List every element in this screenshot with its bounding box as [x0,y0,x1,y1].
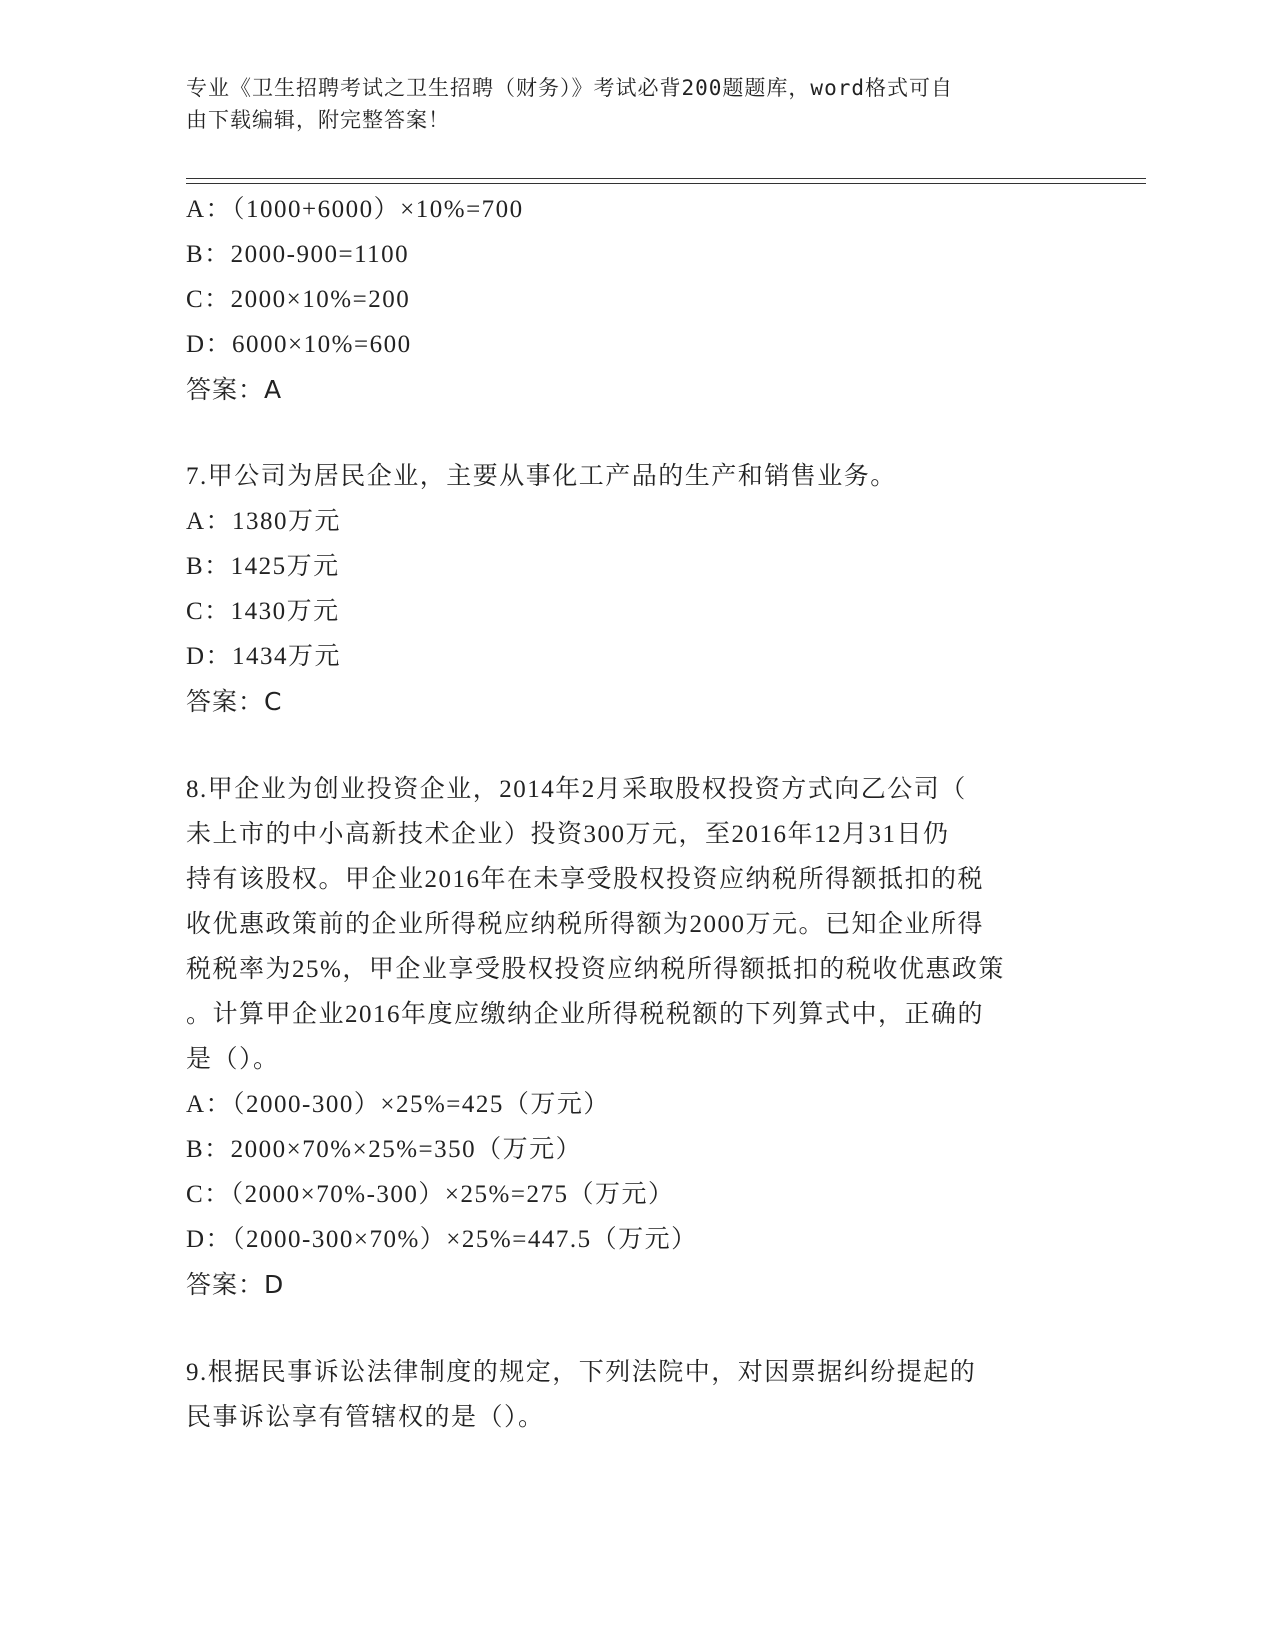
q7-option-c: C：1430万元 [186,598,340,625]
q8-option-d: D：（2000-300×70%）×25%=447.5（万元） [186,1226,698,1253]
q7-answer: 答案：C [186,687,283,716]
q8-question-line: 。计算甲企业2016年度应缴纳企业所得税税额的下列算式中，正确的 [186,1001,985,1028]
q8-question-line: 收优惠政策前的企业所得税应纳税所得额为2000万元。已知企业所得 [186,911,985,938]
q7-option-a: A：1380万元 [186,508,342,535]
q7-option-b: B：1425万元 [186,553,340,580]
header-line-1: 专业《卫生招聘考试之卫生招聘（财务）》考试必背200题题库，word格式可自 [186,76,953,100]
q6-answer: 答案：A [186,375,283,404]
q9-question-line: 民事诉讼享有管辖权的是（）。 [186,1404,545,1431]
q8-question-line: 未上市的中小高新技术企业）投资300万元，至2016年12月31日仍 [186,821,950,848]
q8-question-line: 8.甲企业为创业投资企业，2014年2月采取股权投资方式向乙公司（ [186,776,967,803]
q6-option-a: A：（1000+6000）×10%=700 [186,196,524,223]
q8-question-line: 税税率为25%，甲企业享受股权投资应纳税所得额抵扣的税收优惠政策 [186,956,1005,983]
header-rule-bottom [186,183,1146,184]
q8-option-b: B：2000×70%×25%=350（万元） [186,1136,583,1163]
q8-question-line: 是（）。 [186,1046,280,1073]
q8-option-c: C：（2000×70%-300）×25%=275（万元） [186,1181,675,1208]
q7-option-d: D：1434万元 [186,643,342,670]
header-line-2: 由下载编辑，附完整答案！ [186,108,450,132]
q8-answer: 答案：D [186,1270,285,1299]
q7-question: 7.甲公司为居民企业，主要从事化工产品的生产和销售业务。 [186,463,897,490]
q6-option-b: B：2000-900=1100 [186,241,410,268]
q9-question-line: 9.根据民事诉讼法律制度的规定，下列法院中，对因票据纠纷提起的 [186,1359,977,1386]
q8-option-a: A：（2000-300）×25%=425（万元） [186,1091,610,1118]
q8-question-line: 持有该股权。甲企业2016年在未享受股权投资应纳税所得额抵扣的税 [186,866,985,893]
header-rule-top [186,178,1146,179]
q6-option-d: D：6000×10%=600 [186,331,412,358]
q6-option-c: C：2000×10%=200 [186,286,411,313]
document-header [186,72,1066,136]
